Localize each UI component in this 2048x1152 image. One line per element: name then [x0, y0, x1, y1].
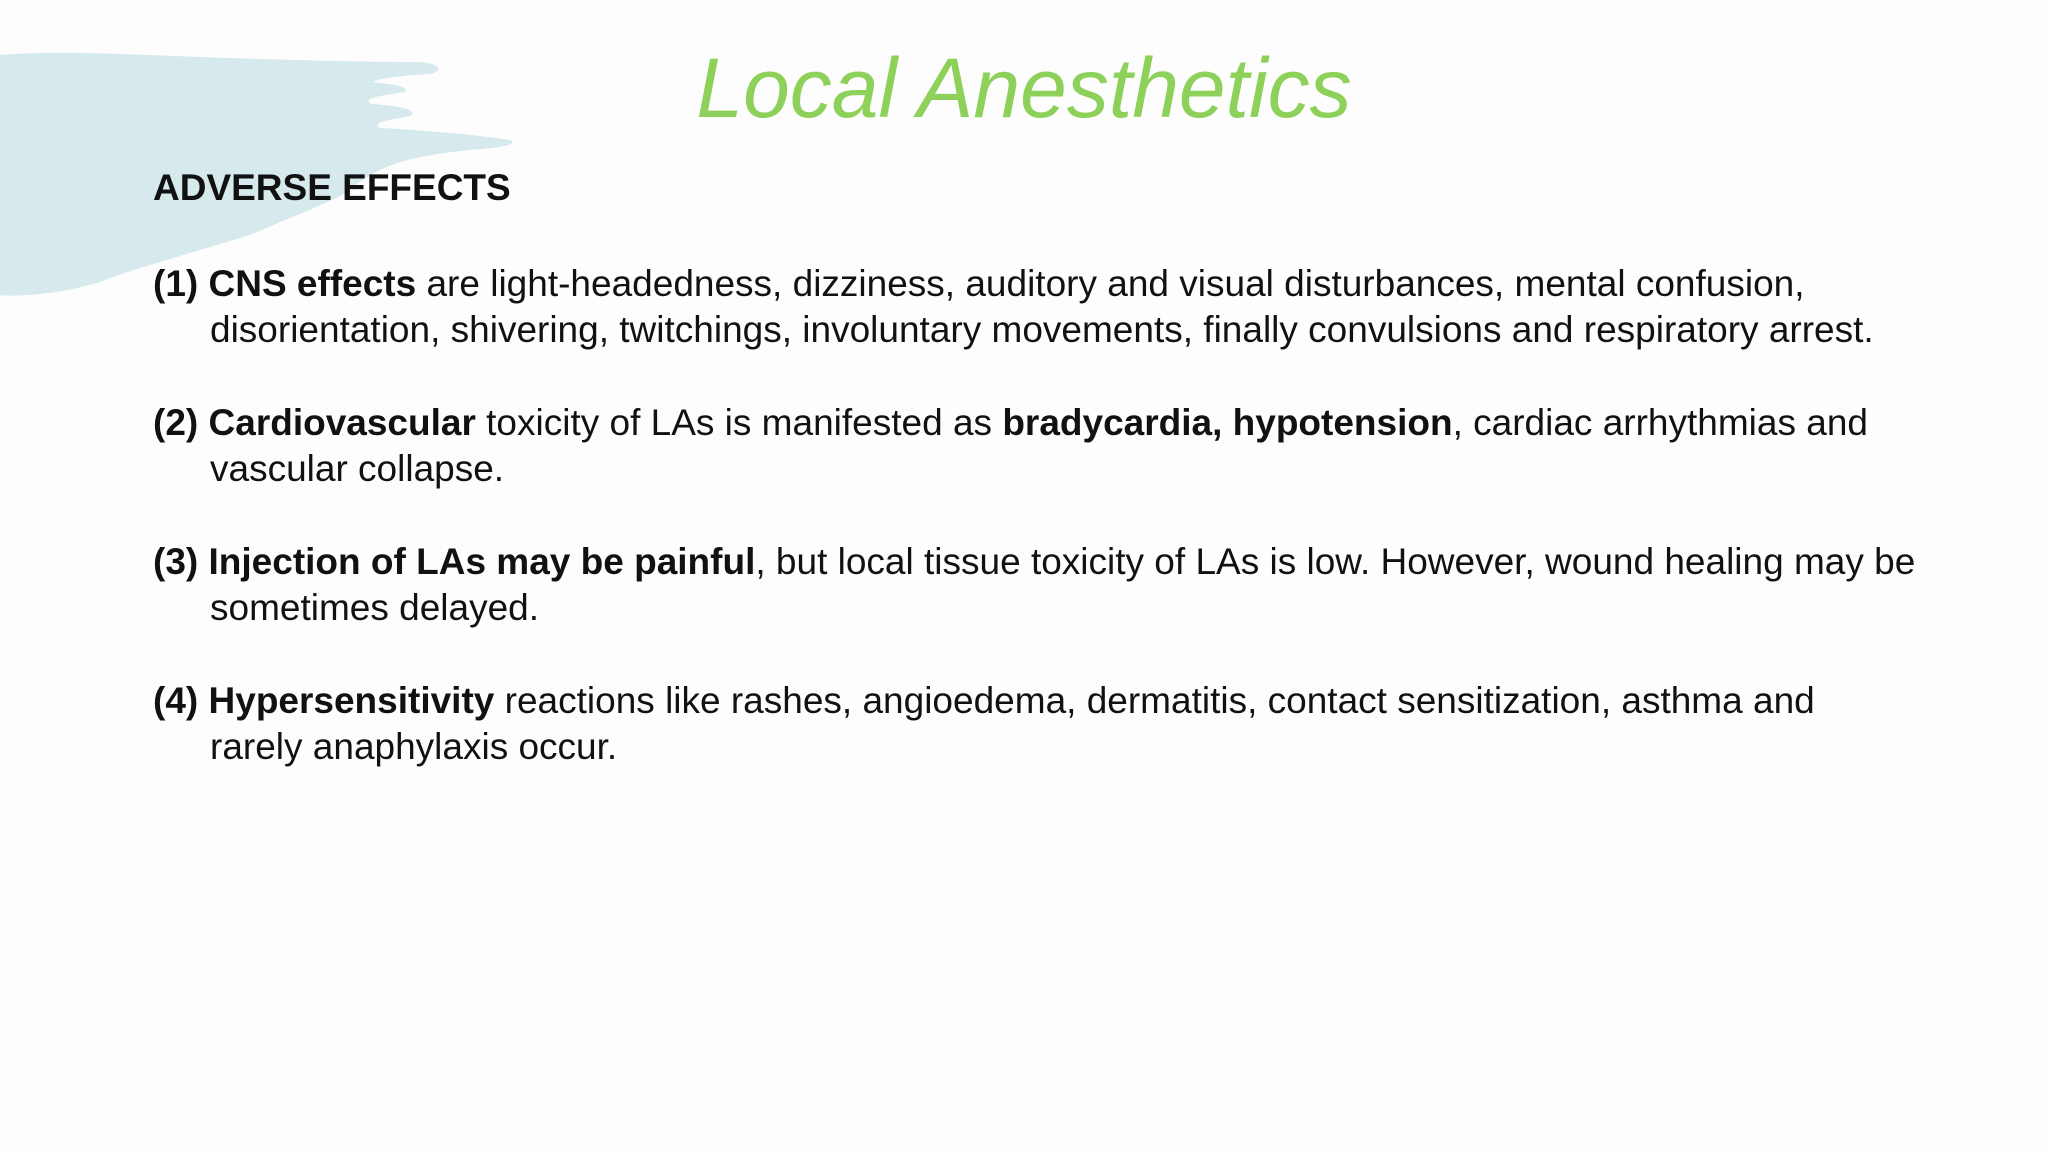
item-text: toxicity of LAs is manifested as — [475, 402, 1003, 443]
item-number: (3) — [153, 541, 199, 582]
item-bold-term: CNS effects — [208, 263, 417, 304]
list-item-continuation: rarely anaphylaxis occur. — [210, 726, 618, 767]
list-item-continuation: vascular collapse. — [210, 448, 505, 489]
list-item — [153, 400, 2013, 492]
item-bold-term: Cardiovascular — [208, 402, 476, 443]
item-number: (1) — [153, 263, 199, 304]
item-text-2: , cardiac arrhythmias and — [1452, 402, 1868, 443]
list-item-line — [153, 400, 2013, 446]
item-text: are light-headedness, dizziness, auditory and visual disturbances, mental confusion, — [416, 263, 1805, 304]
list-item-continuation: disorientation, shivering, twitchings, involuntary movements, finally convulsions and respiratory arrest. — [210, 309, 1874, 350]
list-item — [153, 261, 2013, 353]
item-bold-term: Injection of LAs may be painful — [208, 541, 756, 582]
list-item-line — [153, 261, 2013, 307]
section-heading: ADVERSE EFFECTS — [153, 167, 511, 208]
item-bold-term: Hypersensitivity — [208, 680, 495, 721]
slide-title: Local Anesthetics — [696, 41, 1352, 135]
item-text: , but local tissue toxicity of LAs is low. However, wound healing may be — [755, 541, 1916, 582]
list-item-line — [153, 678, 2013, 724]
item-number: (2) — [153, 402, 199, 443]
list-item — [153, 539, 2013, 631]
item-number: (4) — [153, 680, 199, 721]
item-bold-term-2: bradycardia, hypotension — [1002, 402, 1453, 443]
list-item — [153, 678, 2013, 770]
list-item-line — [153, 539, 2013, 585]
list-item-continuation: sometimes delayed. — [210, 587, 540, 628]
item-text: reactions like rashes, angioedema, dermatitis, contact sensitization, asthma and — [494, 680, 1815, 721]
